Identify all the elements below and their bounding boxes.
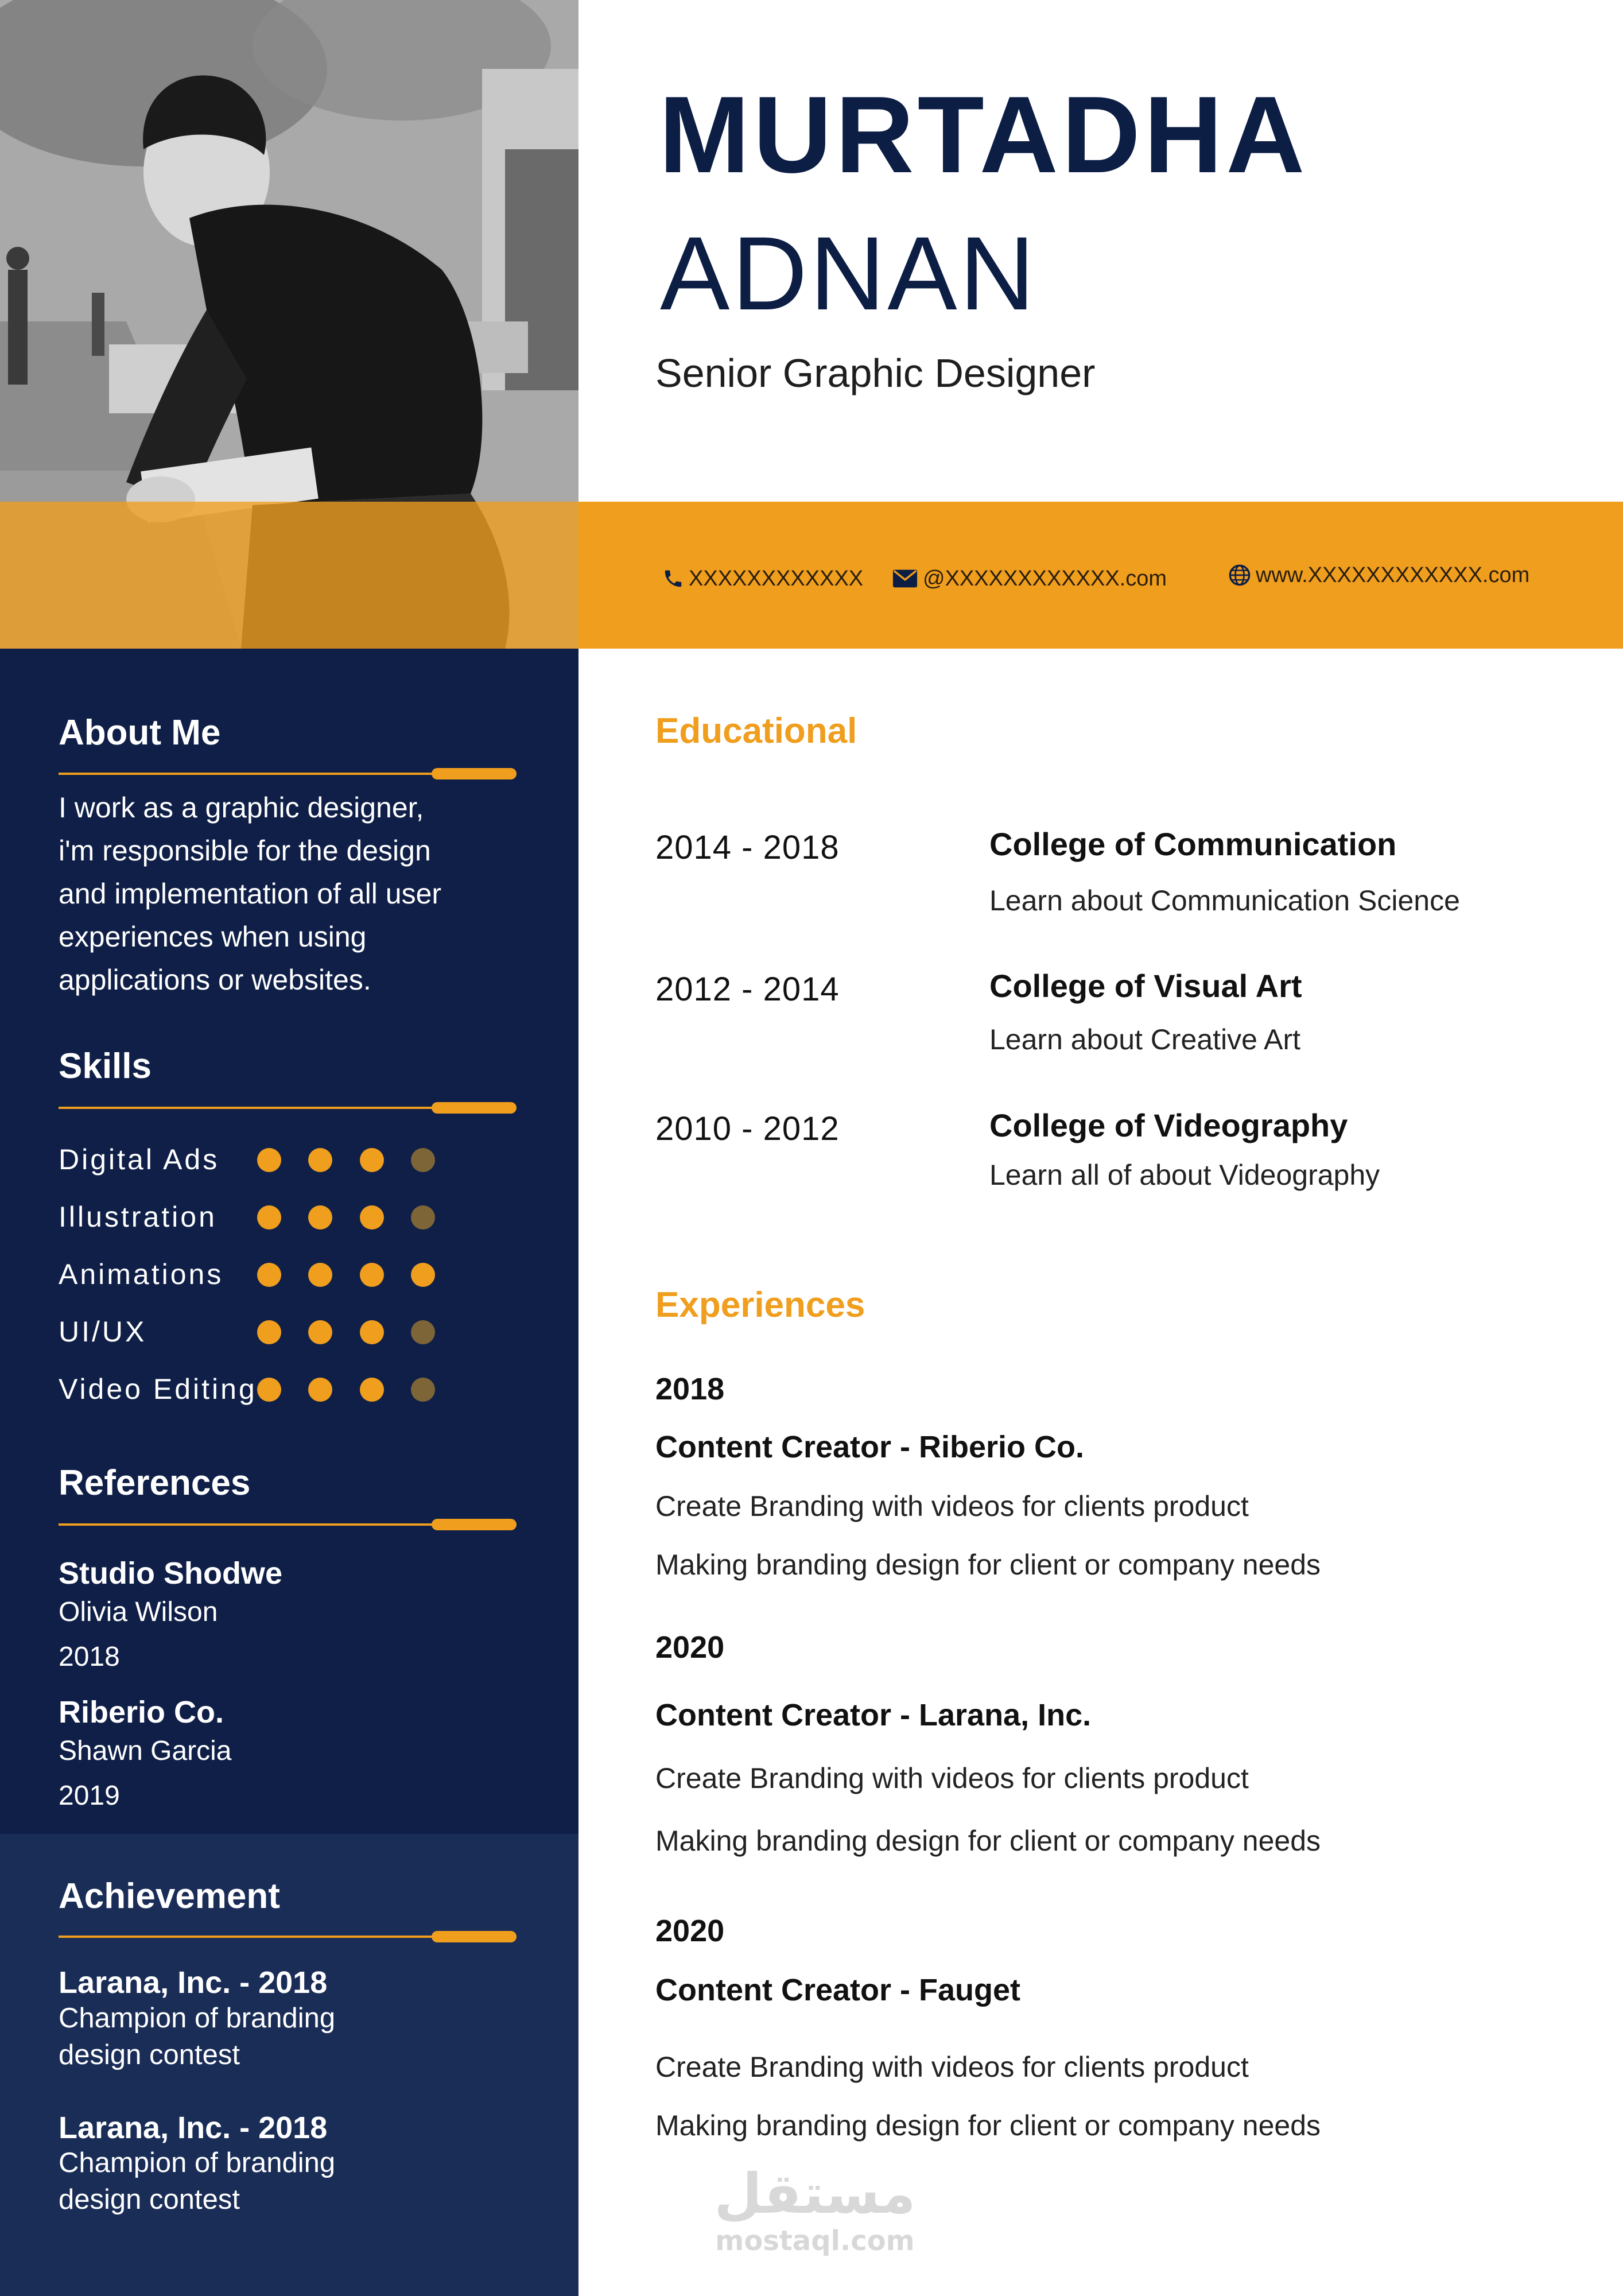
experience-point: Making branding design for client or company needs	[655, 2109, 1321, 2142]
skill-level-dot-empty	[411, 1320, 435, 1344]
skill-level-dot-filled	[360, 1378, 384, 1402]
achievement-divider	[59, 1936, 517, 1938]
about-line: applications or websites.	[59, 964, 371, 996]
mostaql-watermark	[712, 2158, 918, 2262]
skill-level-dot-filled	[308, 1205, 332, 1230]
skill-name: Animations	[59, 1258, 224, 1290]
reference-person: Shawn Garcia	[59, 1736, 232, 1766]
skill-level-dot-filled	[257, 1205, 281, 1230]
skill-level-dot-filled	[360, 1205, 384, 1230]
skill-level-dot-filled	[257, 1320, 281, 1344]
references-divider	[59, 1523, 517, 1526]
first-name: MURTADHA	[659, 74, 1309, 196]
achievement-title: Larana, Inc. - 2018	[59, 1965, 328, 2000]
about-text	[59, 786, 541, 1002]
photo-accent-overlay	[0, 502, 578, 649]
skill-level-dot-empty	[411, 1378, 435, 1402]
experience-role: Content Creator - Riberio Co.	[655, 1430, 1085, 1464]
education-desc: Learn about Creative Art	[989, 1023, 1300, 1056]
achievement-desc-line: Champion of branding	[59, 2003, 336, 2034]
email-text: @XXXXXXXXXXXX.com	[923, 566, 1167, 591]
skill-level-dot-filled	[411, 1263, 435, 1287]
education-years: 2010 - 2012	[655, 1110, 840, 1147]
skill-level-dot-filled	[360, 1148, 384, 1172]
achievement-desc	[59, 2000, 460, 2073]
about-line: and implementation of all user	[59, 878, 442, 910]
education-school: College of Videography	[989, 1107, 1348, 1143]
skill-level-dot-filled	[360, 1320, 384, 1344]
website-text: www.XXXXXXXXXXXX.com	[1256, 563, 1530, 587]
about-line: experiences when using	[59, 921, 367, 953]
skill-level-dot-filled	[257, 1148, 281, 1172]
reference-org: Studio Shodwe	[59, 1556, 282, 1591]
achievement-desc-line: Champion of branding	[59, 2147, 336, 2178]
about-heading: About Me	[59, 713, 221, 753]
mostaql-logo	[712, 2158, 918, 2262]
education-school: College of Visual Art	[989, 968, 1302, 1004]
contact-email[interactable]	[892, 565, 1167, 592]
experience-point: Create Branding with videos for clients product	[655, 2051, 1249, 2083]
achievement-heading: Achievement	[59, 1876, 280, 1916]
skill-row	[59, 1372, 506, 1406]
education-heading: Educational	[655, 711, 857, 751]
phone-icon	[662, 568, 684, 589]
about-line: I work as a graphic designer,	[59, 792, 424, 824]
skill-row	[59, 1314, 506, 1349]
skill-level-dot-filled	[308, 1148, 332, 1172]
experience-year: 2020	[655, 1914, 725, 1948]
skill-level-dot-filled	[257, 1378, 281, 1402]
globe-icon	[1228, 564, 1251, 587]
sidebar	[0, 649, 578, 2296]
skill-row	[59, 1257, 506, 1292]
achievement-desc-line: design contest	[59, 2184, 240, 2215]
job-title: Senior Graphic Designer	[655, 351, 1096, 395]
skill-level-dot-filled	[308, 1320, 332, 1344]
skill-level-dot-empty	[411, 1148, 435, 1172]
skills-heading: Skills	[59, 1046, 152, 1086]
reference-person: Olivia Wilson	[59, 1597, 218, 1627]
envelope-icon	[892, 568, 918, 589]
skill-level-dot-filled	[360, 1263, 384, 1287]
skill-level-dot-filled	[308, 1263, 332, 1287]
experience-role: Content Creator - Larana, Inc.	[655, 1698, 1092, 1732]
profile-photo	[0, 0, 578, 649]
skill-level-dot-filled	[257, 1263, 281, 1287]
education-years: 2014 - 2018	[655, 829, 840, 866]
education-desc: Learn all of about Videography	[989, 1159, 1380, 1191]
skill-row	[59, 1142, 506, 1177]
watermark-latin: mostaql.com	[715, 2225, 915, 2257]
contact-website[interactable]	[1228, 561, 1529, 589]
education-years: 2012 - 2014	[655, 971, 840, 1008]
references-heading: References	[59, 1463, 251, 1503]
experience-role: Content Creator - Fauget	[655, 1973, 1021, 2007]
achievement-desc	[59, 2144, 460, 2218]
education-school: College of Communication	[989, 826, 1397, 862]
phone-text: XXXXXXXXXXXX	[689, 566, 864, 591]
experiences-heading: Experiences	[655, 1285, 865, 1325]
about-line: i'm responsible for the design	[59, 835, 431, 867]
experience-year: 2020	[655, 1630, 725, 1665]
skill-name: UI/UX	[59, 1316, 147, 1348]
experience-point: Making branding design for client or company needs	[655, 1825, 1321, 1857]
about-divider	[59, 773, 517, 775]
skill-row	[59, 1200, 506, 1234]
reference-org: Riberio Co.	[59, 1695, 224, 1729]
achievement-title: Larana, Inc. - 2018	[59, 2111, 328, 2145]
contact-bar	[578, 502, 1623, 649]
skill-level-dot-filled	[308, 1378, 332, 1402]
last-name: ADNAN	[660, 215, 1038, 332]
skill-name: Video Editing	[59, 1373, 257, 1405]
skills-divider	[59, 1107, 517, 1109]
reference-year: 2018	[59, 1642, 120, 1672]
experience-year: 2018	[655, 1372, 725, 1406]
skill-name: Digital Ads	[59, 1143, 220, 1176]
experience-point: Making branding design for client or company needs	[655, 1549, 1321, 1581]
contact-phone[interactable]	[662, 565, 863, 592]
reference-year: 2019	[59, 1781, 120, 1811]
achievement-desc-line: design contest	[59, 2039, 240, 2070]
watermark-arabic: مستقل	[714, 2162, 916, 2226]
experience-point: Create Branding with videos for clients product	[655, 1490, 1249, 1522]
skill-level-dot-empty	[411, 1205, 435, 1230]
experience-point: Create Branding with videos for clients product	[655, 1762, 1249, 1794]
education-desc: Learn about Communication Science	[989, 885, 1460, 917]
skill-name: Illustration	[59, 1201, 217, 1233]
